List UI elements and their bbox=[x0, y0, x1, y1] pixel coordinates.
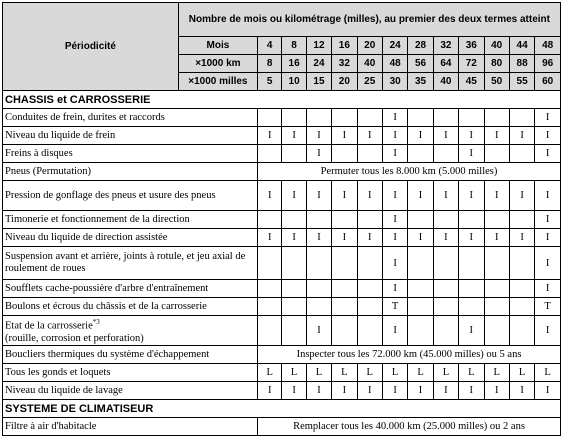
schedule-cell bbox=[509, 280, 534, 298]
months-value: 20 bbox=[357, 37, 382, 55]
item-label-text: Niveau du liquide de direction assistée bbox=[5, 231, 168, 243]
schedule-cell: I bbox=[509, 127, 534, 145]
schedule-cell bbox=[332, 316, 357, 346]
schedule-cell: I bbox=[357, 382, 382, 400]
schedule-cell bbox=[282, 316, 306, 346]
schedule-cell bbox=[484, 298, 509, 316]
km-value: 32 bbox=[332, 55, 357, 73]
interval-note: Inspecter tous les 72.000 km (45.000 milles) ou 5 ans bbox=[258, 346, 561, 364]
schedule-cell: I bbox=[509, 229, 534, 247]
schedule-cell: I bbox=[459, 382, 484, 400]
schedule-cell: I bbox=[357, 127, 382, 145]
miles-value: 25 bbox=[357, 73, 382, 91]
schedule-cell: L bbox=[258, 364, 282, 382]
miles-value: 5 bbox=[258, 73, 282, 91]
schedule-cell: I bbox=[408, 229, 433, 247]
item-label bbox=[3, 298, 258, 316]
schedule-cell: I bbox=[306, 316, 331, 346]
item-label-text: Pression de gonflage des pneus et usure des pneus bbox=[5, 189, 216, 201]
schedule-cell: I bbox=[306, 382, 331, 400]
item-label bbox=[3, 346, 258, 364]
interval-note: Remplacer tous les 40.000 km (25.000 milles) ou 2 ans bbox=[258, 418, 561, 436]
schedule-cell: I bbox=[433, 181, 458, 211]
schedule-row bbox=[3, 229, 561, 247]
schedule-cell bbox=[459, 298, 484, 316]
schedule-cell bbox=[484, 145, 509, 163]
schedule-cell bbox=[509, 145, 534, 163]
item-label bbox=[3, 163, 258, 181]
interval-title: Nombre de mois ou kilométrage (milles), au premier des deux termes atteint bbox=[178, 3, 560, 37]
item-label bbox=[3, 109, 258, 127]
schedule-cell bbox=[509, 316, 534, 346]
item-label bbox=[3, 211, 258, 229]
schedule-cell bbox=[459, 211, 484, 229]
schedule-cell: I bbox=[408, 127, 433, 145]
km-value: 88 bbox=[509, 55, 534, 73]
section-title: CHASSIS et CARROSSERIE bbox=[3, 91, 561, 109]
schedule-cell bbox=[258, 145, 282, 163]
item-label bbox=[3, 229, 258, 247]
schedule-cell: L bbox=[282, 364, 306, 382]
schedule-cell bbox=[258, 247, 282, 280]
schedule-cell bbox=[459, 109, 484, 127]
schedule-cell bbox=[408, 211, 433, 229]
schedule-cell: I bbox=[535, 211, 561, 229]
schedule-row bbox=[3, 145, 561, 163]
schedule-cell: I bbox=[408, 181, 433, 211]
schedule-cell: I bbox=[357, 181, 382, 211]
schedule-cell: L bbox=[509, 364, 534, 382]
miles-value: 40 bbox=[433, 73, 458, 91]
schedule-cell: I bbox=[282, 229, 306, 247]
schedule-cell bbox=[332, 280, 357, 298]
schedule-cell: I bbox=[535, 229, 561, 247]
item-label-detail: (rouille, corrosion et perforation) bbox=[5, 332, 144, 344]
schedule-cell: I bbox=[433, 127, 458, 145]
schedule-cell: I bbox=[484, 229, 509, 247]
schedule-cell bbox=[282, 109, 306, 127]
schedule-cell: I bbox=[382, 109, 407, 127]
km-value: 48 bbox=[382, 55, 407, 73]
schedule-cell: I bbox=[509, 181, 534, 211]
schedule-cell bbox=[509, 298, 534, 316]
schedule-cell bbox=[408, 280, 433, 298]
km-label: ×1000 km bbox=[178, 55, 257, 73]
schedule-cell: I bbox=[459, 145, 484, 163]
miles-value: 55 bbox=[509, 73, 534, 91]
schedule-row bbox=[3, 181, 561, 211]
schedule-cell: I bbox=[306, 181, 331, 211]
schedule-cell: I bbox=[382, 229, 407, 247]
schedule-cell: I bbox=[535, 247, 561, 280]
item-label bbox=[3, 145, 258, 163]
schedule-cell bbox=[306, 247, 331, 280]
schedule-cell: L bbox=[357, 364, 382, 382]
schedule-cell bbox=[357, 145, 382, 163]
months-label: Mois bbox=[178, 37, 257, 55]
schedule-cell bbox=[357, 316, 382, 346]
schedule-cell: L bbox=[306, 364, 331, 382]
km-value: 64 bbox=[433, 55, 458, 73]
months-value: 8 bbox=[282, 37, 306, 55]
schedule-cell: I bbox=[332, 181, 357, 211]
schedule-cell: I bbox=[459, 181, 484, 211]
schedule-cell bbox=[306, 211, 331, 229]
schedule-cell: L bbox=[459, 364, 484, 382]
schedule-cell bbox=[357, 211, 382, 229]
item-label-text: Etat de la carrosserie bbox=[5, 320, 93, 332]
schedule-cell bbox=[332, 145, 357, 163]
schedule-cell bbox=[282, 298, 306, 316]
schedule-cell: I bbox=[382, 127, 407, 145]
schedule-cell bbox=[357, 247, 382, 280]
schedule-cell: L bbox=[433, 364, 458, 382]
item-label-text: Tous les gonds et loquets bbox=[5, 366, 111, 378]
schedule-cell bbox=[484, 280, 509, 298]
item-label-text: Suspension avant et arrière, joints à rotule, et jeu axial de roulement de roues bbox=[5, 251, 246, 274]
schedule-cell bbox=[258, 316, 282, 346]
schedule-cell bbox=[282, 247, 306, 280]
item-label-text: Timonerie et fonctionnement de la direction bbox=[5, 213, 190, 225]
section-row bbox=[3, 400, 561, 418]
item-label-text: Conduites de frein, durites et raccords bbox=[5, 111, 165, 123]
schedule-cell: I bbox=[282, 127, 306, 145]
schedule-cell bbox=[509, 109, 534, 127]
schedule-cell: I bbox=[258, 181, 282, 211]
maintenance-schedule bbox=[2, 2, 561, 436]
miles-value: 10 bbox=[282, 73, 306, 91]
months-value: 24 bbox=[382, 37, 407, 55]
schedule-cell: I bbox=[459, 229, 484, 247]
schedule-cell bbox=[282, 145, 306, 163]
miles-label: ×1000 milles bbox=[178, 73, 257, 91]
schedule-cell: I bbox=[282, 382, 306, 400]
schedule-cell bbox=[433, 247, 458, 280]
schedule-row bbox=[3, 247, 561, 280]
schedule-cell: I bbox=[332, 382, 357, 400]
schedule-cell bbox=[357, 298, 382, 316]
schedule-cell: I bbox=[258, 229, 282, 247]
item-label bbox=[3, 418, 258, 436]
km-value: 16 bbox=[282, 55, 306, 73]
schedule-cell: T bbox=[535, 298, 561, 316]
schedule-row bbox=[3, 163, 561, 181]
miles-value: 50 bbox=[484, 73, 509, 91]
schedule-cell bbox=[433, 145, 458, 163]
schedule-cell: I bbox=[433, 229, 458, 247]
schedule-cell: I bbox=[382, 181, 407, 211]
item-label-text: Niveau du liquide de lavage bbox=[5, 384, 123, 396]
miles-value: 20 bbox=[332, 73, 357, 91]
miles-value: 15 bbox=[306, 73, 331, 91]
schedule-row bbox=[3, 316, 561, 346]
schedule-cell bbox=[258, 211, 282, 229]
schedule-cell: I bbox=[382, 280, 407, 298]
schedule-cell: L bbox=[382, 364, 407, 382]
schedule-cell: I bbox=[306, 127, 331, 145]
miles-value: 30 bbox=[382, 73, 407, 91]
miles-value: 45 bbox=[459, 73, 484, 91]
schedule-cell: L bbox=[535, 364, 561, 382]
item-label-text: Freins à disques bbox=[5, 147, 73, 159]
schedule-cell: I bbox=[459, 127, 484, 145]
schedule-cell bbox=[332, 211, 357, 229]
interval-note: Permuter tous les 8.000 km (5.000 milles) bbox=[258, 163, 561, 181]
schedule-cell: I bbox=[484, 382, 509, 400]
schedule-cell bbox=[408, 145, 433, 163]
schedule-cell: I bbox=[535, 280, 561, 298]
schedule-cell: T bbox=[382, 298, 407, 316]
schedule-cell: I bbox=[282, 181, 306, 211]
km-value: 24 bbox=[306, 55, 331, 73]
schedule-body bbox=[3, 91, 561, 436]
schedule-cell bbox=[282, 211, 306, 229]
schedule-cell: I bbox=[459, 316, 484, 346]
schedule-row bbox=[3, 127, 561, 145]
schedule-cell: L bbox=[408, 364, 433, 382]
schedule-cell bbox=[433, 211, 458, 229]
schedule-cell bbox=[433, 316, 458, 346]
schedule-cell: I bbox=[484, 127, 509, 145]
schedule-cell bbox=[484, 211, 509, 229]
footnote-ref: *3 bbox=[92, 318, 100, 327]
schedule-row bbox=[3, 382, 561, 400]
schedule-cell: I bbox=[332, 229, 357, 247]
km-value: 40 bbox=[357, 55, 382, 73]
item-label bbox=[3, 382, 258, 400]
schedule-cell: I bbox=[306, 145, 331, 163]
schedule-cell: I bbox=[332, 127, 357, 145]
schedule-cell: I bbox=[484, 181, 509, 211]
section-row bbox=[3, 91, 561, 109]
months-value: 32 bbox=[433, 37, 458, 55]
km-value: 80 bbox=[484, 55, 509, 73]
schedule-cell: I bbox=[382, 211, 407, 229]
schedule-cell: I bbox=[408, 382, 433, 400]
miles-value: 60 bbox=[535, 73, 561, 91]
schedule-cell bbox=[282, 280, 306, 298]
schedule-cell: I bbox=[306, 229, 331, 247]
item-label bbox=[3, 316, 258, 346]
months-value: 36 bbox=[459, 37, 484, 55]
schedule-row bbox=[3, 418, 561, 436]
schedule-cell bbox=[484, 247, 509, 280]
months-value: 16 bbox=[332, 37, 357, 55]
schedule-cell: I bbox=[535, 316, 561, 346]
item-label-text: Boulons et écrous du châssis et de la carrosserie bbox=[5, 300, 207, 312]
maintenance-table bbox=[2, 2, 561, 436]
schedule-cell: I bbox=[382, 316, 407, 346]
schedule-cell: I bbox=[382, 382, 407, 400]
schedule-row bbox=[3, 211, 561, 229]
item-label-text: Pneus (Permutation) bbox=[5, 165, 92, 177]
item-label bbox=[3, 127, 258, 145]
miles-value: 35 bbox=[408, 73, 433, 91]
schedule-row bbox=[3, 298, 561, 316]
schedule-cell bbox=[357, 109, 382, 127]
km-value: 8 bbox=[258, 55, 282, 73]
km-value: 56 bbox=[408, 55, 433, 73]
schedule-cell bbox=[258, 280, 282, 298]
schedule-cell: L bbox=[332, 364, 357, 382]
item-label-text: Boucliers thermiques du système d'échappement bbox=[5, 348, 210, 360]
schedule-cell bbox=[509, 247, 534, 280]
schedule-cell bbox=[433, 280, 458, 298]
schedule-cell: I bbox=[357, 229, 382, 247]
schedule-cell bbox=[258, 109, 282, 127]
months-value: 28 bbox=[408, 37, 433, 55]
schedule-cell bbox=[332, 109, 357, 127]
km-value: 96 bbox=[535, 55, 561, 73]
schedule-cell bbox=[332, 298, 357, 316]
schedule-cell bbox=[484, 109, 509, 127]
schedule-row bbox=[3, 280, 561, 298]
schedule-cell: I bbox=[258, 127, 282, 145]
schedule-cell bbox=[306, 280, 331, 298]
schedule-cell bbox=[459, 280, 484, 298]
schedule-row bbox=[3, 109, 561, 127]
schedule-cell bbox=[306, 298, 331, 316]
schedule-cell: I bbox=[382, 247, 407, 280]
schedule-cell bbox=[433, 298, 458, 316]
schedule-cell bbox=[306, 109, 331, 127]
schedule-cell: I bbox=[535, 181, 561, 211]
item-label bbox=[3, 247, 258, 280]
schedule-row bbox=[3, 364, 561, 382]
schedule-cell: I bbox=[433, 382, 458, 400]
schedule-cell: L bbox=[484, 364, 509, 382]
item-label-text: Filtre à air d'habitacle bbox=[5, 420, 97, 432]
schedule-cell bbox=[408, 298, 433, 316]
schedule-cell bbox=[408, 109, 433, 127]
schedule-cell: I bbox=[535, 382, 561, 400]
item-label bbox=[3, 364, 258, 382]
schedule-cell bbox=[408, 316, 433, 346]
schedule-cell: I bbox=[258, 382, 282, 400]
schedule-cell bbox=[433, 109, 458, 127]
section-title: SYSTEME DE CLIMATISEUR bbox=[3, 400, 561, 418]
km-value: 72 bbox=[459, 55, 484, 73]
schedule-cell: I bbox=[382, 145, 407, 163]
months-value: 48 bbox=[535, 37, 561, 55]
schedule-cell: I bbox=[535, 109, 561, 127]
months-value: 44 bbox=[509, 37, 534, 55]
schedule-cell bbox=[332, 247, 357, 280]
schedule-cell: I bbox=[509, 382, 534, 400]
item-label bbox=[3, 181, 258, 211]
item-label-text: Niveau du liquide de frein bbox=[5, 129, 116, 141]
item-label bbox=[3, 280, 258, 298]
schedule-cell bbox=[408, 247, 433, 280]
schedule-cell bbox=[459, 247, 484, 280]
schedule-cell: I bbox=[535, 145, 561, 163]
schedule-cell bbox=[258, 298, 282, 316]
months-value: 12 bbox=[306, 37, 331, 55]
schedule-cell bbox=[484, 316, 509, 346]
schedule-cell: I bbox=[535, 127, 561, 145]
months-value: 4 bbox=[258, 37, 282, 55]
item-label-text: Soufflets cache-poussière d'arbre d'entraînement bbox=[5, 282, 209, 294]
schedule-row bbox=[3, 346, 561, 364]
schedule-cell bbox=[357, 280, 382, 298]
periodicite-header: Périodicité bbox=[3, 3, 179, 91]
months-value: 40 bbox=[484, 37, 509, 55]
schedule-cell bbox=[509, 211, 534, 229]
